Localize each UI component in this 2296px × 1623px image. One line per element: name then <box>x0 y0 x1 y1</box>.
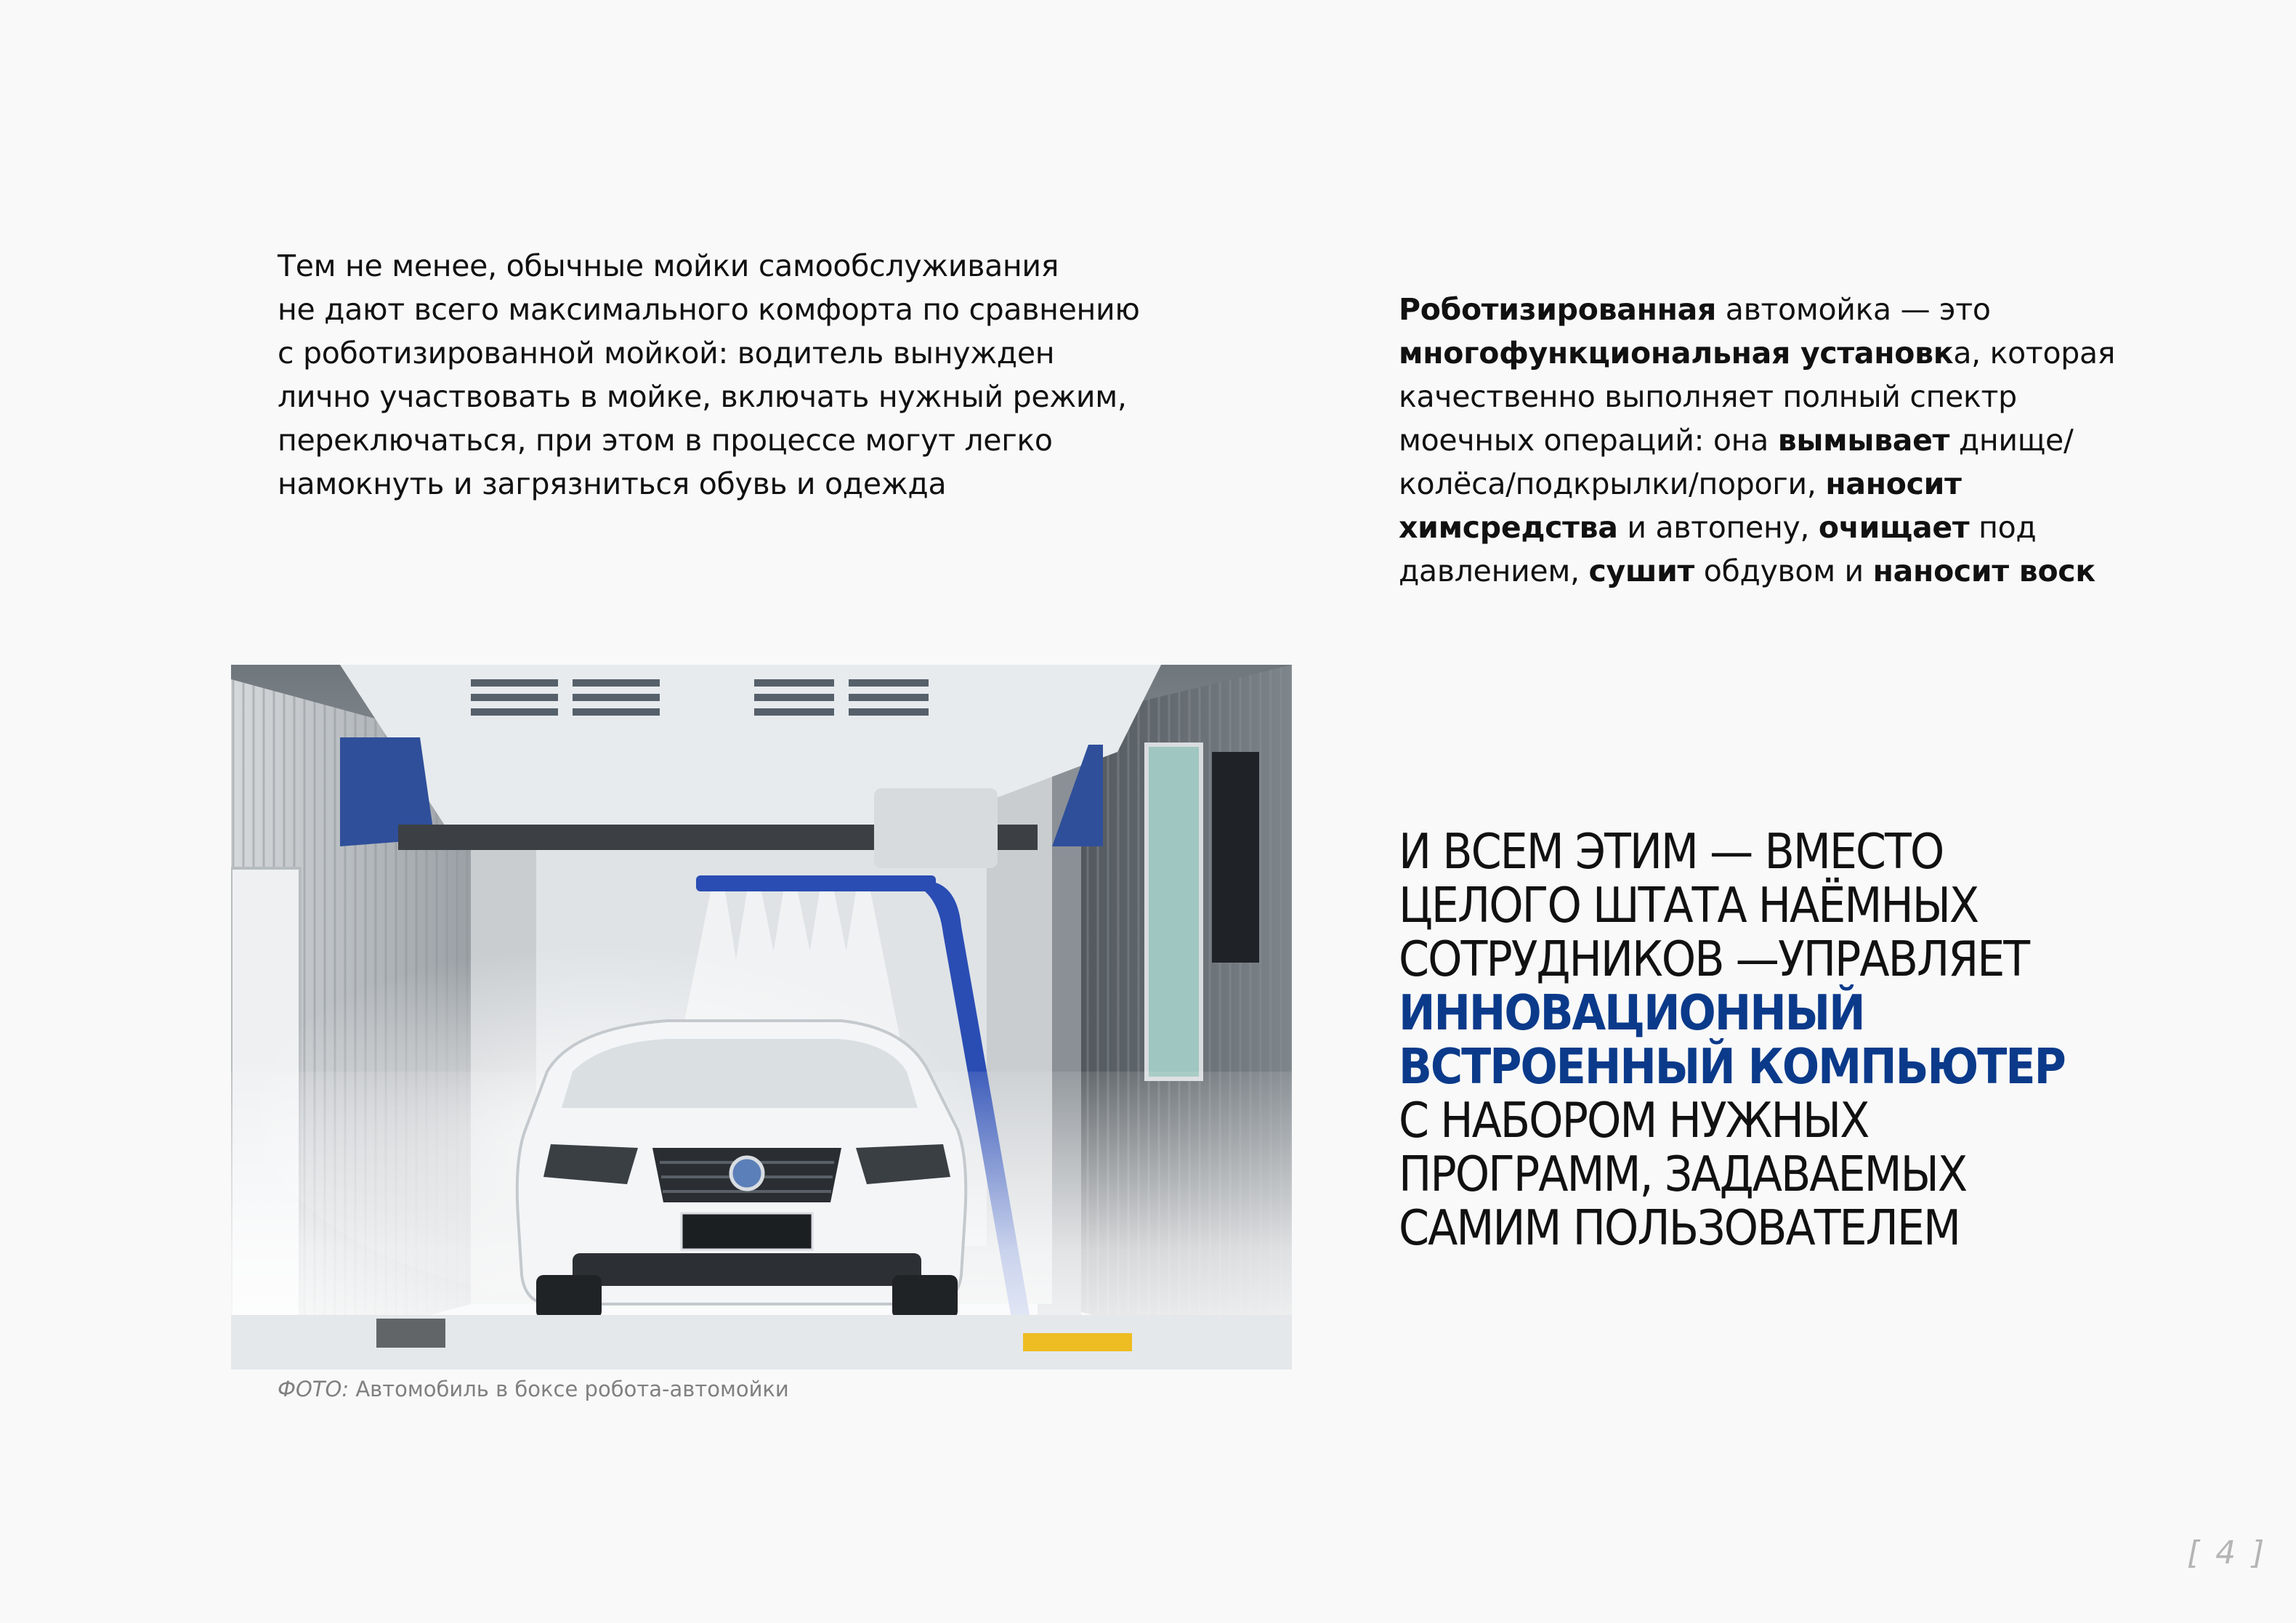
headline-line: И ВСЕМ ЭТИМ — ВМЕСТО <box>1399 823 1944 880</box>
right-paragraph-line <box>1399 288 2162 331</box>
right-paragraph-line <box>1399 375 2162 418</box>
bold-term: наносит воск <box>1872 554 2095 588</box>
text-run: моечных операций: она <box>1399 423 1778 458</box>
text-run: обдувом и <box>1694 554 1873 588</box>
photo-caption <box>278 1377 789 1401</box>
caption-label: ФОТО: <box>278 1377 349 1401</box>
headline-line: САМИМ ПОЛЬЗОВАТЕЛЕМ <box>1399 1199 1960 1256</box>
text-run: а, которая <box>1953 336 2116 371</box>
bold-term: наносит <box>1825 466 1962 501</box>
bold-term: сушит <box>1588 554 1695 588</box>
text-run: давлением, <box>1399 554 1589 588</box>
bold-term: многофункциональная установк <box>1399 336 1954 371</box>
headline <box>1399 825 2271 1255</box>
bold-term: вымывает <box>1777 423 1950 458</box>
left-paragraph-line: намокнуть и загрязниться обувь и одежда <box>278 466 947 501</box>
headline-line: СОТРУДНИКОВ —УПРАВЛЯЕТ <box>1399 931 2029 987</box>
headline-line: ПРОГРАММ, ЗАДАВАЕМЫХ <box>1399 1146 1967 1202</box>
text-run: днище/ <box>1949 423 2074 458</box>
right-paragraph-line <box>1399 462 2162 506</box>
left-paragraph-line: лично участвовать в мойке, включать нужный режим, <box>278 379 1127 414</box>
headline-line: С НАБОРОМ НУЖНЫХ <box>1399 1092 1869 1149</box>
left-paragraph-line: Тем не менее, обычные мойки самообслуживания <box>278 248 1059 283</box>
right-paragraph <box>1399 288 2162 593</box>
left-paragraph-line: с роботизированной мойкой: водитель вынужден <box>278 336 1055 371</box>
text-run: и автопену, <box>1617 510 1819 545</box>
caption-text: Автомобиль в боксе робота-автомойки <box>349 1377 789 1401</box>
text-run: под <box>1969 510 2037 545</box>
right-paragraph-line <box>1399 418 2162 462</box>
right-paragraph-line <box>1399 549 2162 593</box>
text-run: колёса/подкрылки/пороги, <box>1399 466 1826 501</box>
left-paragraph-line: переключаться, при этом в процессе могут легко <box>278 423 1053 458</box>
headline-line: ЦЕЛОГО ШТАТА НАЁМНЫХ <box>1399 877 1978 934</box>
text-run: автомойка — это <box>1716 292 1991 327</box>
bold-term: химсредства <box>1399 510 1618 545</box>
text-run: качественно выполняет полный спектр <box>1399 379 2017 414</box>
bold-term: Роботизированная <box>1399 292 1717 327</box>
right-paragraph-line <box>1399 331 2162 375</box>
headline-accent-line: ВСТРОЕННЫЙ КОМПЬЮТЕР <box>1399 1038 2065 1095</box>
page-number: [ 4 ] <box>2187 1534 2268 1571</box>
left-paragraph-line: не дают всего максимального комфорта по сравнению <box>278 292 1140 327</box>
bold-term: очищает <box>1818 510 1970 545</box>
car-wash-photo <box>231 665 1292 1369</box>
right-paragraph-line <box>1399 506 2162 549</box>
headline-accent-line: ИННОВАЦИОННЫЙ <box>1399 984 1864 1041</box>
left-paragraph <box>278 244 1149 506</box>
car-wash-illustration <box>231 665 1292 1369</box>
